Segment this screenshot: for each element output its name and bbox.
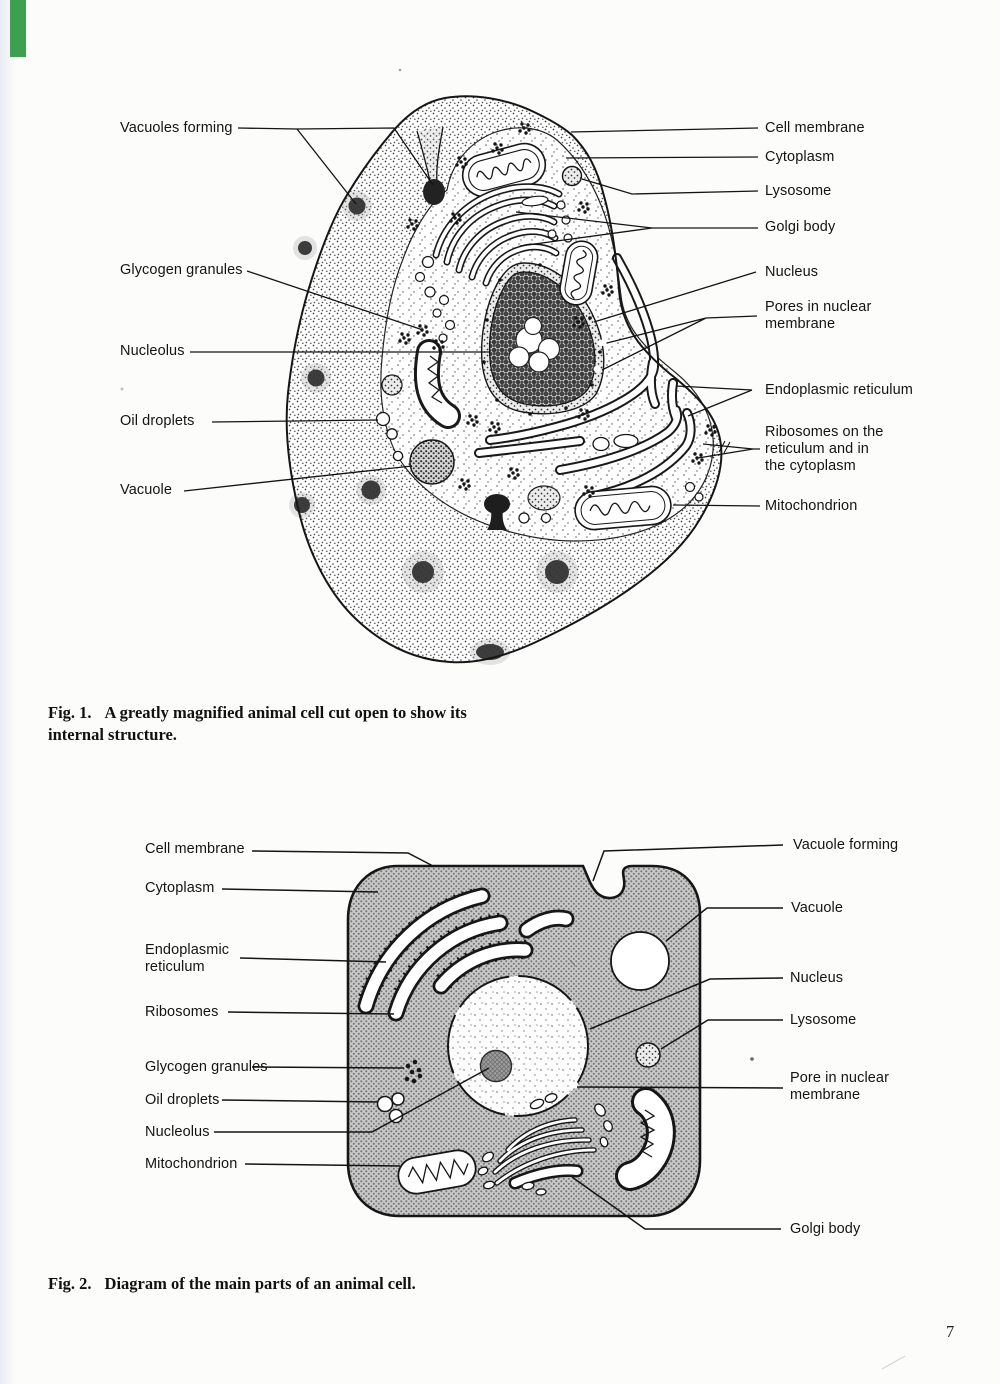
fig1-label-nucleolus: Nucleolus: [120, 343, 185, 359]
fig2-nucleus: [448, 976, 588, 1116]
fig1-label-nuclear-pores: Pores in nuclear membrane: [765, 299, 872, 332]
fig1-label-ribosomes: Ribosomes on the reticulum and in the cytoplasm: [765, 424, 884, 474]
fig2-label-vacuole: Vacuole: [791, 900, 844, 916]
fig2-label-pore-nuclear-membrane: Pore in nuclear membrane: [790, 1070, 890, 1103]
fig2-label-endoplasmic-reticulum: Endoplasmic reticulum: [145, 942, 230, 975]
fig2-label-cell-membrane: Cell membrane: [145, 841, 245, 857]
fig1-label-lysosome: Lysosome: [765, 183, 832, 199]
fig1-stippled-vesicle: [382, 375, 402, 395]
fig1-caption: [48, 702, 503, 746]
fig2-caption-text: Diagram of the main parts of an animal cell.: [104, 1274, 416, 1293]
fig1-cell: [287, 96, 722, 665]
fig2-caption: [48, 1273, 748, 1295]
fig2-nucleolus: [481, 1051, 512, 1082]
fig1-label-golgi-body: Golgi body: [765, 219, 836, 235]
fig1-label-mitochondrion: Mitochondrion: [765, 498, 858, 514]
fig1-label-oil-droplets: Oil droplets: [120, 413, 195, 429]
fig2-caption-number: Fig. 2.: [48, 1274, 92, 1293]
fig1-label-vacuoles-forming: Vacuoles forming: [120, 120, 233, 136]
fig1-label-vacuole: Vacuole: [120, 482, 173, 498]
fig2-label-lysosome: Lysosome: [790, 1012, 857, 1028]
fig1-caption-number: Fig. 1.: [48, 703, 92, 722]
fig1-gray-vesicle: [528, 486, 560, 510]
fig2-vacuole: [611, 932, 669, 990]
fig2-label-mitochondrion: Mitochondrion: [145, 1156, 238, 1172]
fig1-lysosome: [563, 167, 582, 186]
fig1-vacuole: [410, 440, 454, 484]
fig1-caption-text: A greatly magnified animal cell cut open to show its internal structure.: [48, 703, 467, 744]
fig2-lysosome: [636, 1043, 660, 1067]
page-number: 7: [946, 1322, 955, 1341]
fig2-label-golgi-body: Golgi body: [790, 1221, 861, 1237]
fig1-label-cytoplasm: Cytoplasm: [765, 149, 835, 165]
fig2-label-cytoplasm: Cytoplasm: [145, 880, 215, 896]
fig2-label-ribosomes: Ribosomes: [145, 1004, 219, 1020]
fig1-label-cell-membrane: Cell membrane: [765, 120, 865, 136]
fig2-label-nucleus: Nucleus: [790, 970, 844, 986]
fig1-label-endoplasmic-reticulum: Endoplasmic reticulum: [765, 382, 913, 398]
fig2-cell: [348, 866, 700, 1216]
fig2-label-vacuole-forming: Vacuole forming: [793, 837, 899, 853]
fig2-label-nucleolus: Nucleolus: [145, 1124, 210, 1140]
fig2-label-oil-droplets: Oil droplets: [145, 1092, 220, 1108]
fig2-label-glycogen-granules: Glycogen granules: [145, 1059, 268, 1075]
fig1-label-glycogen-granules: Glycogen granules: [120, 262, 243, 278]
fig1-label-nucleus: Nucleus: [765, 264, 819, 280]
